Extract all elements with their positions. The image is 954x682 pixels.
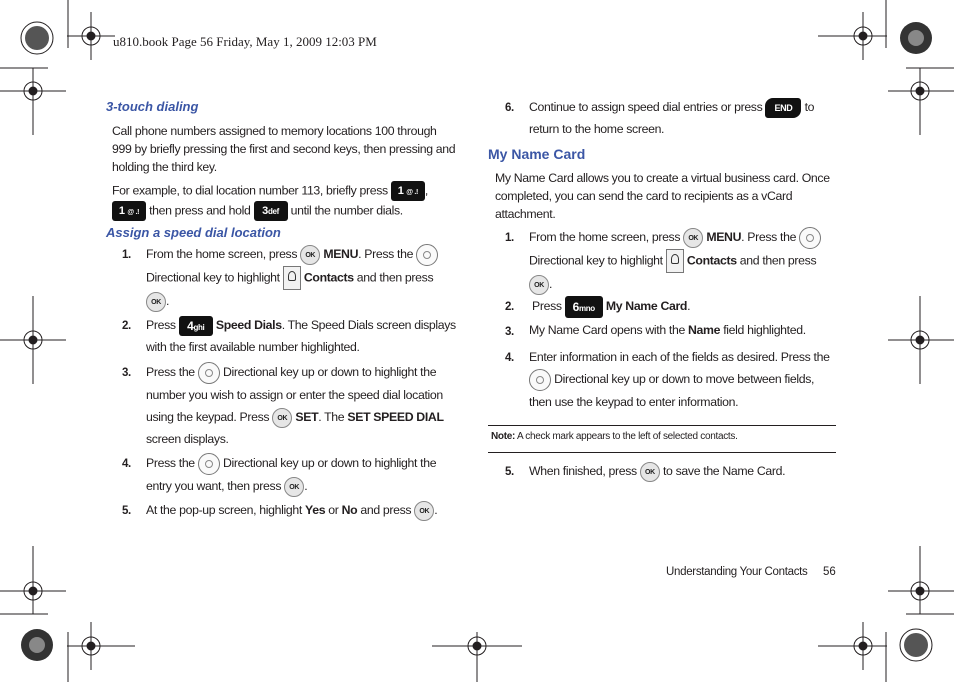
name-card-step-5: When finished, press OK to save the Name Card. bbox=[529, 460, 839, 482]
contacts-icon bbox=[283, 266, 301, 290]
step-number: 4. bbox=[505, 352, 514, 364]
step-number: 3. bbox=[122, 367, 131, 379]
name-card-step-3: My Name Card opens with the Name field highlighted. bbox=[529, 323, 806, 337]
ok-key-icon: OK bbox=[683, 228, 703, 248]
para2-text-a: For example, to dial location number 113, briefly press bbox=[112, 183, 388, 198]
note: Note: A check mark appears to the left of selected contacts. bbox=[491, 431, 738, 442]
key-1-icon: 1 @ .! bbox=[391, 181, 425, 201]
three-touch-paragraph-1: Call phone numbers assigned to memory locations 100 through 999 by briefly pressing the first and second keys, then pressing and holding the third key. bbox=[112, 124, 456, 174]
step-number: 3. bbox=[505, 326, 514, 338]
assign-step-5: At the pop-up screen, highlight Yes or No and press OK . bbox=[146, 499, 458, 521]
directional-key-icon bbox=[198, 453, 220, 475]
book-info-header: u810.book Page 56 Friday, May 1, 2009 12:03 PM bbox=[113, 34, 377, 49]
step-number: 1. bbox=[505, 232, 514, 244]
page-number: 56 bbox=[823, 566, 836, 578]
assign-step-2: Press 4ghi Speed Dials. The Speed Dials screen displays with the first available number highlighted. bbox=[146, 314, 458, 358]
directional-key-icon bbox=[416, 244, 438, 266]
footer-section-title: Understanding Your Contacts bbox=[666, 566, 808, 578]
step-number: 4. bbox=[122, 458, 131, 470]
ok-key-icon: OK bbox=[414, 501, 434, 521]
ok-key-icon: OK bbox=[640, 462, 660, 482]
key-4-icon: 4ghi bbox=[179, 316, 213, 336]
ok-key-icon: OK bbox=[284, 477, 304, 497]
assign-speed-dial-heading: Assign a speed dial location bbox=[106, 225, 281, 240]
name-card-step-2: Press 6mno My Name Card. bbox=[532, 295, 842, 318]
assign-step-1: From the home screen, press OK MENU. Press the Directional key to highlight Contacts and then press OK . bbox=[146, 243, 458, 312]
name-card-step-1: From the home screen, press OK MENU. Press the Directional key to highlight Contacts and then press OK . bbox=[529, 226, 839, 295]
step-number: 2. bbox=[122, 320, 131, 332]
ok-key-icon: OK bbox=[300, 245, 320, 265]
step-number: 1. bbox=[122, 249, 131, 261]
ok-key-icon: OK bbox=[146, 292, 166, 312]
key-1-icon: 1 @ .! bbox=[112, 201, 146, 221]
my-name-card-heading: My Name Card bbox=[488, 146, 586, 162]
assign-step-3: Press the Directional key up or down to highlight the number you wish to assign or enter the speed dial location using the keypad. Press OK SET. The SET SPEED DIAL screen displays. bbox=[146, 361, 458, 450]
directional-key-icon bbox=[529, 369, 551, 391]
para2-text-b: , bbox=[424, 183, 428, 198]
end-key-icon: END bbox=[765, 98, 801, 118]
my-name-card-intro: My Name Card allows you to create a virtual business card. Once completed, you can send the card to recipients as a vCard attachment. bbox=[495, 171, 830, 221]
para2-text-d: until the number dials. bbox=[290, 203, 403, 218]
key-3-icon: 3def bbox=[254, 201, 288, 221]
ok-key-icon: OK bbox=[272, 408, 292, 428]
note-bottom-rule bbox=[488, 452, 836, 453]
step-number: 6. bbox=[505, 102, 514, 114]
step-number: 5. bbox=[122, 505, 131, 517]
step-number: 2. bbox=[505, 301, 514, 313]
ok-key-icon: OK bbox=[529, 275, 549, 295]
directional-key-icon bbox=[799, 227, 821, 249]
three-touch-paragraph-2 bbox=[112, 181, 457, 221]
contacts-icon bbox=[666, 249, 684, 273]
assign-step-4: Press the Directional key up or down to highlight the entry you want, then press OK . bbox=[146, 452, 458, 497]
step-number: 5. bbox=[505, 466, 514, 478]
note-top-rule bbox=[488, 425, 836, 426]
assign-step-6: Continue to assign speed dial entries or press END to return to the home screen. bbox=[529, 96, 839, 140]
name-card-step-4: Enter information in each of the fields as desired. Press the Directional key up or down to move between fields, then use the keypad to enter information. bbox=[529, 350, 830, 409]
three-touch-heading: 3-touch dialing bbox=[106, 99, 199, 114]
key-6-icon: 6mno bbox=[565, 296, 603, 318]
directional-key-icon bbox=[198, 362, 220, 384]
para2-text-c: then press and hold bbox=[149, 203, 251, 218]
